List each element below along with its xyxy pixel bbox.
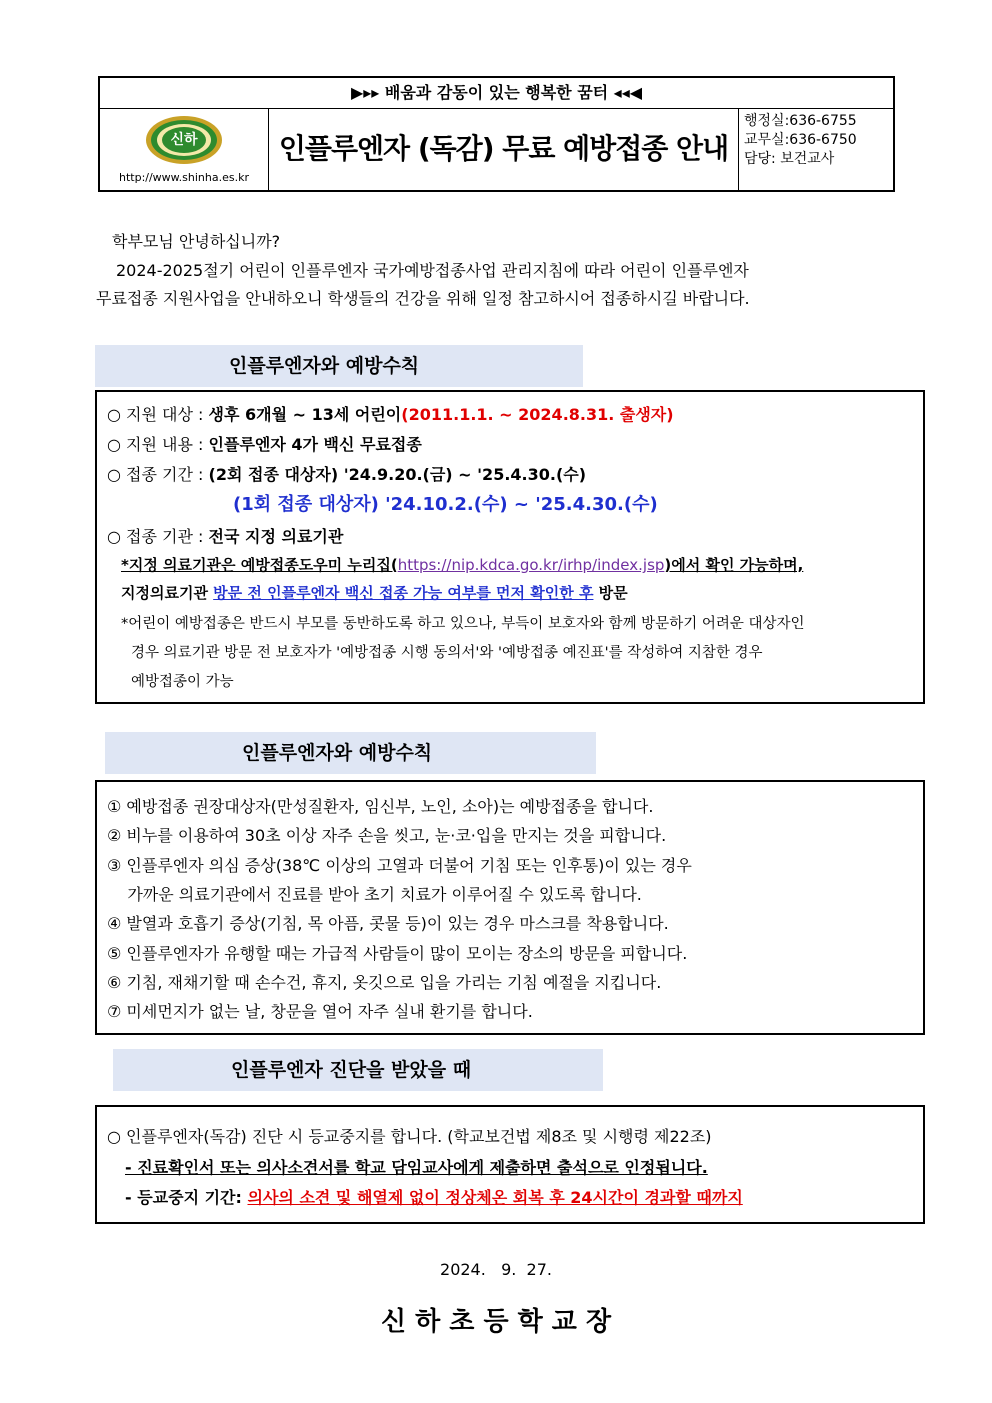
- contact-admin: 행정실:636-6755: [744, 113, 857, 129]
- intro-line-1: 2024-2025절기 어린이 인플루엔자 국가예방접종사업 관리지침에 따라 어린이 인플루엔자: [116, 261, 749, 280]
- intro-line-2: 무료접종 지원사업을 안내하오니 학생들의 건강을 위해 일정 참고하시어 접종하시길 바랍니다.: [96, 289, 750, 308]
- nip-link[interactable]: https://nip.kdca.go.kr/irhp/index.jsp: [397, 556, 665, 574]
- header-table: [98, 76, 895, 192]
- school-url[interactable]: http://www.shinha.es.kr: [118, 171, 249, 184]
- rule-item: ③ 인플루엔자 의심 증상(38℃ 이상의 고열과 더불어 기침 또는 인후통)이 있는 경우: [107, 856, 692, 875]
- contact-info: [744, 112, 894, 169]
- rule-item: ② 비누를 이용하여 30초 이상 자주 손을 씻고, 눈·코·입을 만지는 것을 피합니다.: [107, 826, 667, 845]
- absence-period: - 등교중지 기간: 의사의 소견 및 해열제 없이 정상체온 회복 후 24시간이 경과할 때까지: [125, 1188, 743, 1207]
- note-guardian-3: 예방접종이 가능: [131, 674, 234, 690]
- contact-teacher: 교무실:636-6750: [744, 132, 857, 148]
- absence-rule: ○ 인플루엔자(독감) 진단 시 등교중지를 합니다. (학교보건법 제8조 및 시행령 제22조): [107, 1127, 712, 1146]
- period-row-2: (1회 접종 대상자) '24.10.2.(수) ~ '25.4.30.(수): [233, 494, 658, 515]
- page-title: 인플루엔자 (독감) 무료 예방접종 안내: [269, 108, 739, 190]
- rule-item: ⑦ 미세먼지가 없는 날, 창문을 열어 자주 실내 환기를 합니다.: [107, 1002, 533, 1021]
- content-row: ○ 지원 내용 : 인플루엔자 4가 백신 무료접종: [107, 435, 422, 454]
- section1-title: 인플루엔자와 예방수칙: [95, 345, 583, 387]
- org-row: ○ 접종 기관 : 전국 지정 의료기관: [107, 527, 344, 546]
- note-guardian-1: *어린이 예방접종은 반드시 부모를 동반하도록 하고 있으나, 부득이 보호자와 함께 방문하기 어려운 대상자인: [121, 616, 805, 632]
- note-guardian-2: 경우 의료기관 방문 전 보호자가 '예방접종 시행 동의서'와 '예방접종 예진표'를 작성하여 지참한 경우: [131, 645, 763, 661]
- rule-item: ⑤ 인플루엔자가 유행할 때는 가급적 사람들이 많이 모이는 장소의 방문을 피합니다.: [107, 944, 688, 963]
- rule-item: ⑥ 기침, 재채기할 때 손수건, 휴지, 옷깃으로 입을 가리는 기침 예절을 지킵니다.: [107, 973, 662, 992]
- rule-item: ① 예방접종 권장대상자(만성질환자, 임신부, 노인, 소아)는 예방접종을 합니다.: [107, 797, 654, 816]
- greeting: 학부모님 안녕하십니까?: [112, 232, 281, 251]
- note-check: 지정의료기관 방문 전 인플루엔자 백신 접종 가능 여부를 먼저 확인한 후 방문: [121, 584, 628, 602]
- target-row: ○ 지원 대상 : 생후 6개월 ~ 13세 어린이(2011.1.1. ~ 2024.8.31. 출생자): [107, 405, 674, 424]
- logo-cell: [100, 108, 269, 190]
- section3-box: [95, 1105, 925, 1224]
- period-row: ○ 접종 기간 : (2회 접종 대상자) '24.9.20.(금) ~ '25.4.30.(수): [107, 465, 587, 484]
- note-designated: *지정 의료기관은 예방접종도우미 누리집(https://nip.kdca.go.kr/irhp/index.jsp)에서 확인 가능하며,: [121, 556, 804, 574]
- section3-title: 인플루엔자 진단을 받았을 때: [113, 1049, 603, 1091]
- attendance-note: - 진료확인서 또는 의사소견서를 학교 담임교사에게 제출하면 출석으로 인정됩니다.: [125, 1158, 708, 1177]
- date: 2024. 9. 27.: [440, 1260, 552, 1279]
- rule-item: ④ 발열과 호흡기 증상(기침, 목 아픔, 콧물 등)이 있는 경우 마스크를 착용합니다.: [107, 914, 669, 933]
- slogan: ▶▸▸ 배움과 감동이 있는 행복한 꿈터 ◂◂◀: [100, 78, 893, 109]
- logo-text: 신하: [170, 132, 198, 148]
- contact-person: 담당: 보건교사: [744, 151, 835, 167]
- principal-signature: 신 하 초 등 학 교 장: [380, 1307, 612, 1337]
- section2-title: 인플루엔자와 예방수칙: [105, 732, 596, 774]
- section2-box: [95, 780, 925, 1035]
- rule-item: 가까운 의료기관에서 진료를 받아 초기 치료가 이루어질 수 있도록 합니다.: [107, 885, 642, 904]
- section1-box: [95, 390, 925, 704]
